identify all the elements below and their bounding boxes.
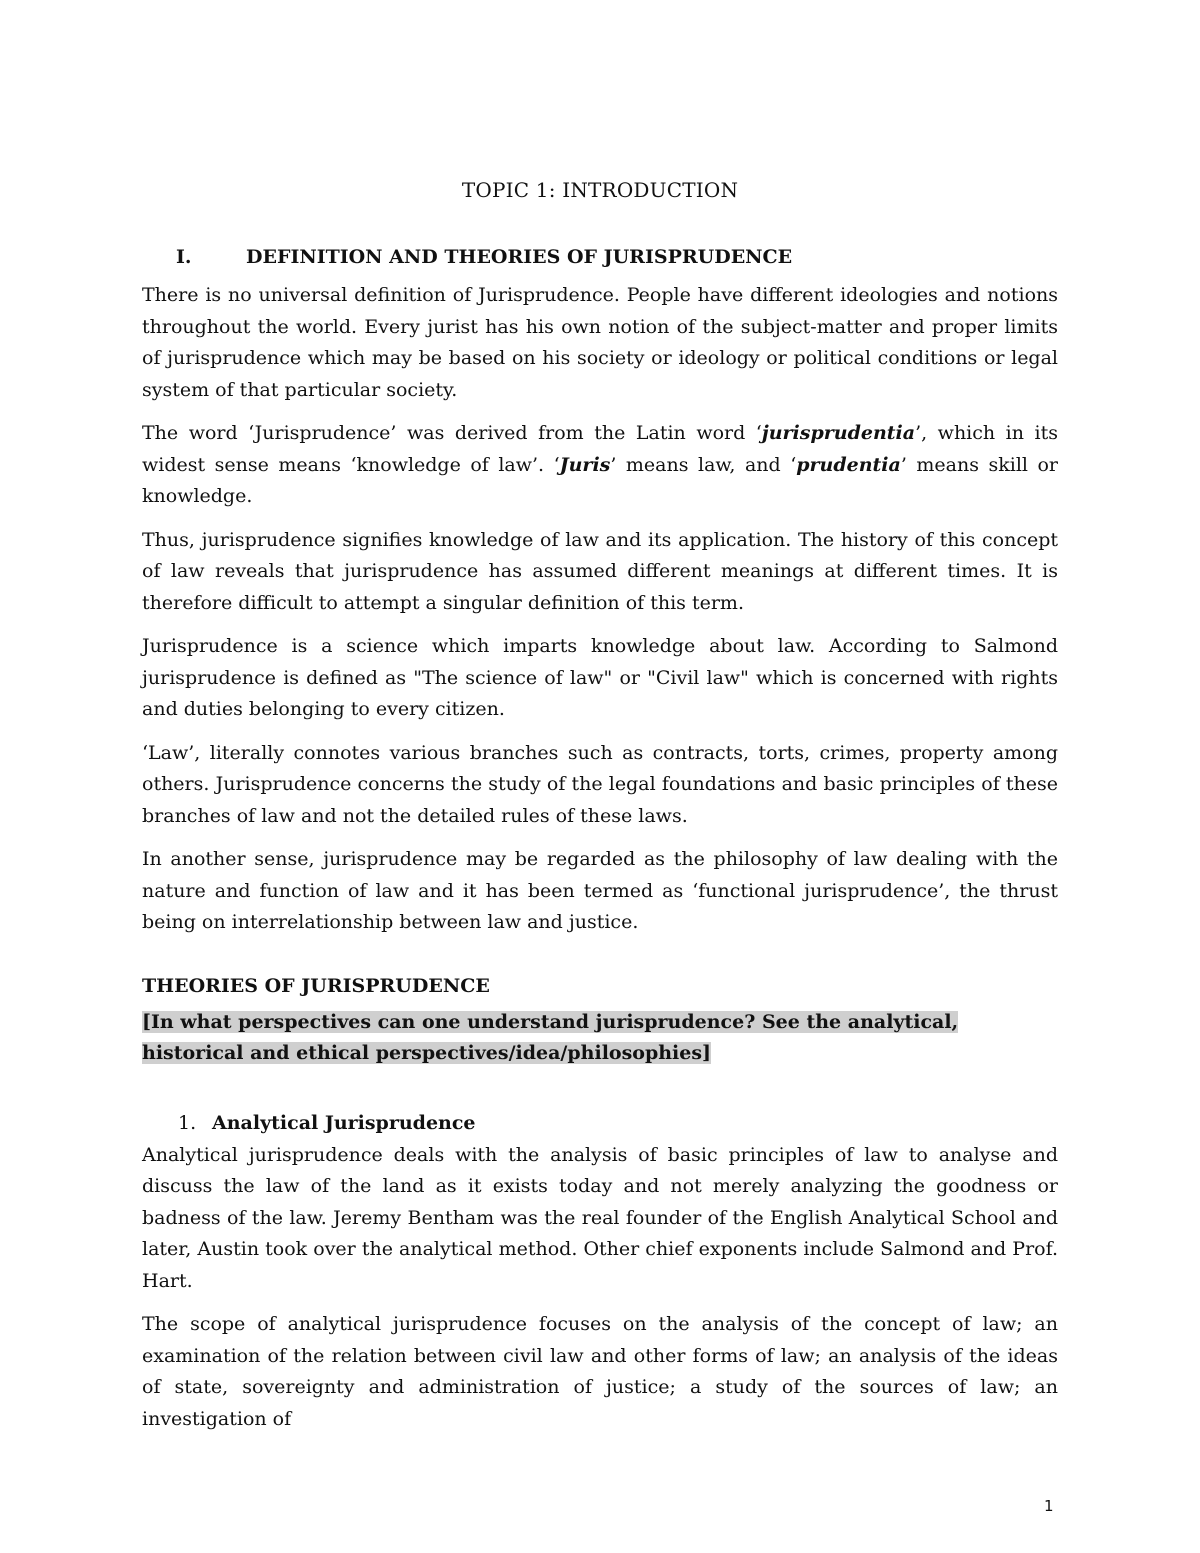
- text-run: ’ means law, and ‘: [610, 453, 797, 476]
- text-run: ’, which in its widest sense means ‘knowledge of law’. ‘: [142, 422, 1058, 476]
- paragraph-salmond: Jurisprudence is a science which imparts knowledge about law. According to Salmond jurisprudence is defined as "The science of law" or "Civil law" which is concerned with rights and duties belonging to every citizen.: [142, 635, 1058, 720]
- section-title: DEFINITION AND THEORIES OF JURISPRUDENCE: [246, 246, 793, 268]
- paragraph-philosophy: In another sense, jurisprudence may be regarded as the philosophy of law dealing with the nature and function of law and it has been termed as ‘functional jurisprudence’, the thrust being on interrelationship between law and justice.: [142, 848, 1058, 933]
- subsection-title: Analytical Jurisprudence: [212, 1111, 476, 1134]
- page-number: 1: [1044, 1497, 1054, 1515]
- text-run: ’ means skill or knowledge.: [142, 453, 1058, 507]
- latin-term: prudentia: [796, 453, 901, 476]
- paragraph-law-branches: ‘Law’, literally connotes various branches such as contracts, torts, crimes, property among others. Jurisprudence concerns the study of the legal foundations and basic principles of these branches of law and not the detailed rules of these laws.: [142, 741, 1058, 827]
- document-title: TOPIC 1: INTRODUCTION: [461, 178, 739, 202]
- paragraph-definition: There is no universal definition of Jurisprudence. People have different ideologies and notions throughout the world. Every jurist has his own notion of the subject-matter and proper limits of jurisprudence which may be based on his society or ideology or political conditions or legal system of that particular society.: [142, 284, 1058, 401]
- theories-heading: THEORIES OF JURISPRUDENCE: [142, 974, 490, 997]
- subsection-number: 1.: [178, 1111, 197, 1134]
- latin-term: jurisprudentia: [761, 422, 916, 444]
- section-number: I.: [176, 246, 192, 268]
- highlighted-question: [142, 1007, 1058, 1070]
- text-run: The word ‘Jurisprudence’ was derived from the Latin word ‘: [142, 422, 762, 444]
- document-page: [142, 178, 1058, 1447]
- section-heading: [142, 246, 1058, 268]
- paragraph-etymology: [142, 418, 1058, 513]
- paragraph-scope: The scope of analytical jurisprudence focuses on the analysis of the concept of law; an examination of the relation between civil law and other forms of law; an analysis of the ideas of state, sovereignty and administration of justice; a study of the sources of law; an investigation of: [142, 1313, 1058, 1430]
- highlight: [In what perspectives can one understand jurisprudence? See the analytical, historical and ethical perspectives/idea/philosophies]: [142, 1010, 959, 1064]
- latin-term: Juris: [559, 453, 611, 476]
- paragraph-analytical: Analytical jurisprudence deals with the analysis of basic principles of law to analyse and discuss the law of the land as it exists today and not merely analyzing the goodness or badness of the law. Jeremy Bentham was the real founder of the English Analytical School and later, Austin took over the analytical method. Other chief exponents include Salmond and Prof. Hart.: [142, 1143, 1058, 1292]
- paragraph-history: Thus, jurisprudence signifies knowledge of law and its application. The history of this concept of law reveals that jurisprudence has assumed different meanings at different times. It is therefore difficult to attempt a singular definition of this term.: [142, 528, 1058, 614]
- subsection-heading: [142, 1112, 1058, 1134]
